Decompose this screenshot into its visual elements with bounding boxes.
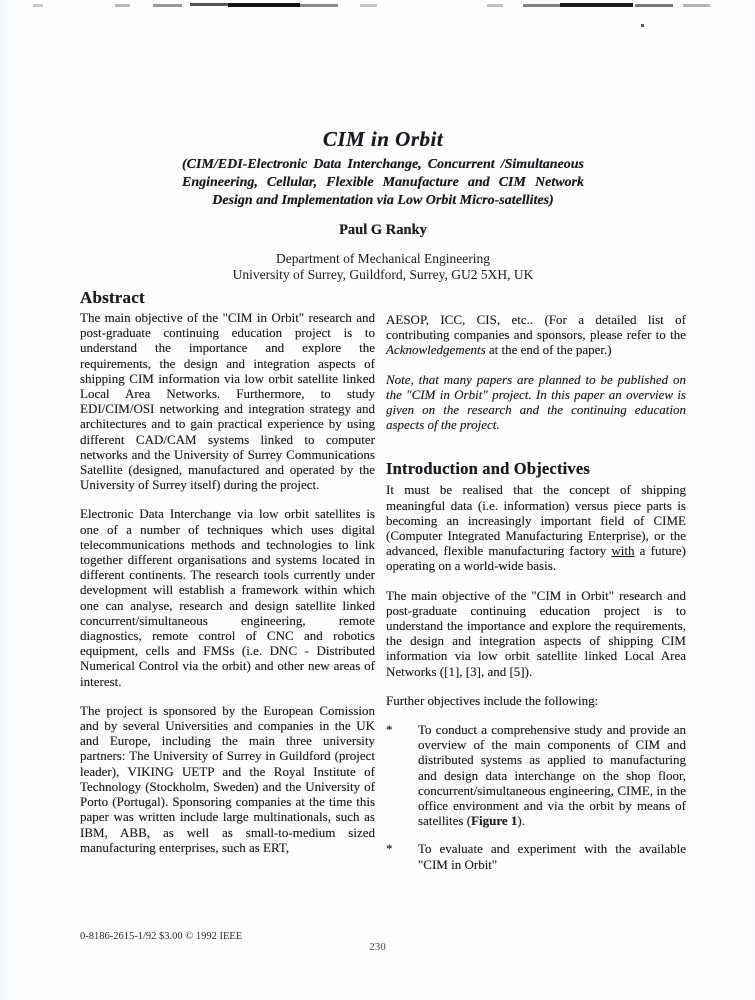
introduction-heading: Introduction and Objectives bbox=[386, 459, 591, 479]
bullet-marker: * bbox=[386, 722, 393, 738]
acknowledgements-ref: Acknowledgements bbox=[386, 342, 486, 358]
copyright-notice: 0-8186-2615-1/92 $3.00 © 1992 IEEE bbox=[80, 931, 243, 942]
intro-text-pre: It must be realised that the concept of shipping meaningful data (i.e. information) versus piece parts is becoming an increasingly important field of CIME (Computer Integrated Manufacturing Enterprise), or the advanced, flexible manufacturing factory bbox=[386, 482, 686, 559]
introduction-paragraph-1 bbox=[386, 482, 686, 573]
introduction-paragraph-2: The main objective of the "CIM in Orbit" research and post-graduate continuing education project is to understand the importance and explore the requirements, the design and integration aspects of shipping CIM information via low orbit satellite linked Local Area Networks ([1], [3], and [5]). bbox=[386, 587, 686, 679]
author-name: Paul G Ranky bbox=[339, 222, 427, 238]
underlined-word: with bbox=[611, 543, 635, 559]
scan-artifact bbox=[33, 4, 43, 7]
scan-artifact bbox=[641, 24, 644, 27]
scan-artifact bbox=[635, 4, 673, 7]
right-column bbox=[386, 288, 686, 885]
objective1-pre: To conduct a comprehensive study and provide an overview of the main components of CIM and distributed systems as applied to manufacturing and design data interchange on the shop floor, concurrent/simultaneous engineering, CIME, in the office environment and via the orbit by means of satellites ( bbox=[418, 722, 686, 829]
scan-artifact bbox=[487, 4, 503, 7]
scan-artifact bbox=[190, 3, 228, 6]
intro-text-post: a future) operating on a world-wide basis. bbox=[386, 543, 686, 574]
abstract-paragraph-3: The project is sponsored by the European Comission and by several Universities and companies in the UK and Europe, including the main three university partners: The University of Surrey in Guildford (project leader), VIKING UETP and the Royal Institute of Technology (Stockholm, Sweden) and the University of Porto (Portugal). Sponsoring companies at the time this paper was written include large multinationals, such as IBM, ABB, as well as small-to-medium sized manufacturing enterprises, such as ERT, bbox=[80, 702, 375, 855]
continuation-text-pre: AESOP, ICC, CIS, etc.. (For a detailed list of contributing companies and sponsors, please refer to the bbox=[386, 312, 686, 343]
scan-artifact bbox=[153, 4, 182, 7]
abstract-paragraph-2: Electronic Data Interchange via low orbit satellites is one of a number of techniques which uses digital telecommunications methods and technologies to link together different organisations and systems located in different continents. The research tools currently under development will establish a framework within which one can analyse, research and design satellite linked concurrent/simultaneous engineering, remote diagnostics, remote control of CNC and robotics equipment, cells and FMSs (i.e. DNC - Distributed Numerical Control via the orbit) and other new areas of interest. bbox=[80, 506, 375, 689]
objective-item bbox=[386, 722, 686, 828]
scan-artifact bbox=[360, 4, 377, 7]
abstract-heading: Abstract bbox=[80, 288, 145, 307]
body-columns bbox=[80, 288, 686, 885]
continuation-paragraph bbox=[386, 312, 686, 358]
objective-item bbox=[386, 841, 686, 871]
title-block bbox=[80, 126, 686, 282]
scan-artifact bbox=[683, 4, 710, 7]
objectives-lead-in: Further objectives include the following: bbox=[386, 692, 599, 708]
affiliation-university: University of Surrey, Guildford, Surrey, GU2 5XH, UK bbox=[232, 266, 534, 282]
scan-artifact bbox=[560, 3, 633, 7]
paper-title: CIM in Orbit bbox=[322, 127, 444, 151]
scan-artifact bbox=[300, 4, 338, 7]
affiliation-department: Department of Mechanical Engineering bbox=[275, 251, 491, 266]
figure-1-ref: Figure 1 bbox=[471, 813, 518, 829]
page-number: 230 bbox=[369, 941, 386, 953]
objective-text-1 bbox=[418, 722, 686, 828]
paper-subtitle: (CIM/EDI-Electronic Data Interchange, Concurrent /Simultaneous Engineering, Cellular, Flexible Manufacture and CIM Network Design and Implementation via Low Orbit Micro-satellites) bbox=[182, 157, 584, 208]
left-column bbox=[80, 288, 375, 885]
note-paragraph: Note, that many papers are planned to be published on the "CIM in Orbit" project. In this paper an overview is given on the research and the continuing education aspects of the project. bbox=[386, 371, 686, 433]
continuation-text-post: at the end of the paper.) bbox=[485, 342, 612, 358]
abstract-paragraph-1: The main objective of the "CIM in Orbit" research and post-graduate continuing education project is to understand the importance and explore the requirements, the design and integration aspects of shipping CIM information via low orbit satellite linked Local Area Networks. Furthermore, to study EDI/CIM/OSI networking and integration strategy and architectures and to gain practical experience by using different CAD/CAM systems linked to computer networks and the University of Surrey Communications Satellite (designed, manufactured and operated by the University of Surrey itself) during the project. bbox=[80, 310, 375, 493]
objective-text-2: To evaluate and experiment with the available "CIM in Orbit" bbox=[418, 841, 686, 872]
affiliation bbox=[80, 251, 686, 282]
scan-artifact bbox=[115, 4, 130, 7]
bullet-marker: * bbox=[386, 841, 393, 857]
scan-artifact bbox=[228, 3, 300, 7]
scan-artifact bbox=[523, 4, 560, 7]
objective1-post: ). bbox=[517, 813, 526, 829]
